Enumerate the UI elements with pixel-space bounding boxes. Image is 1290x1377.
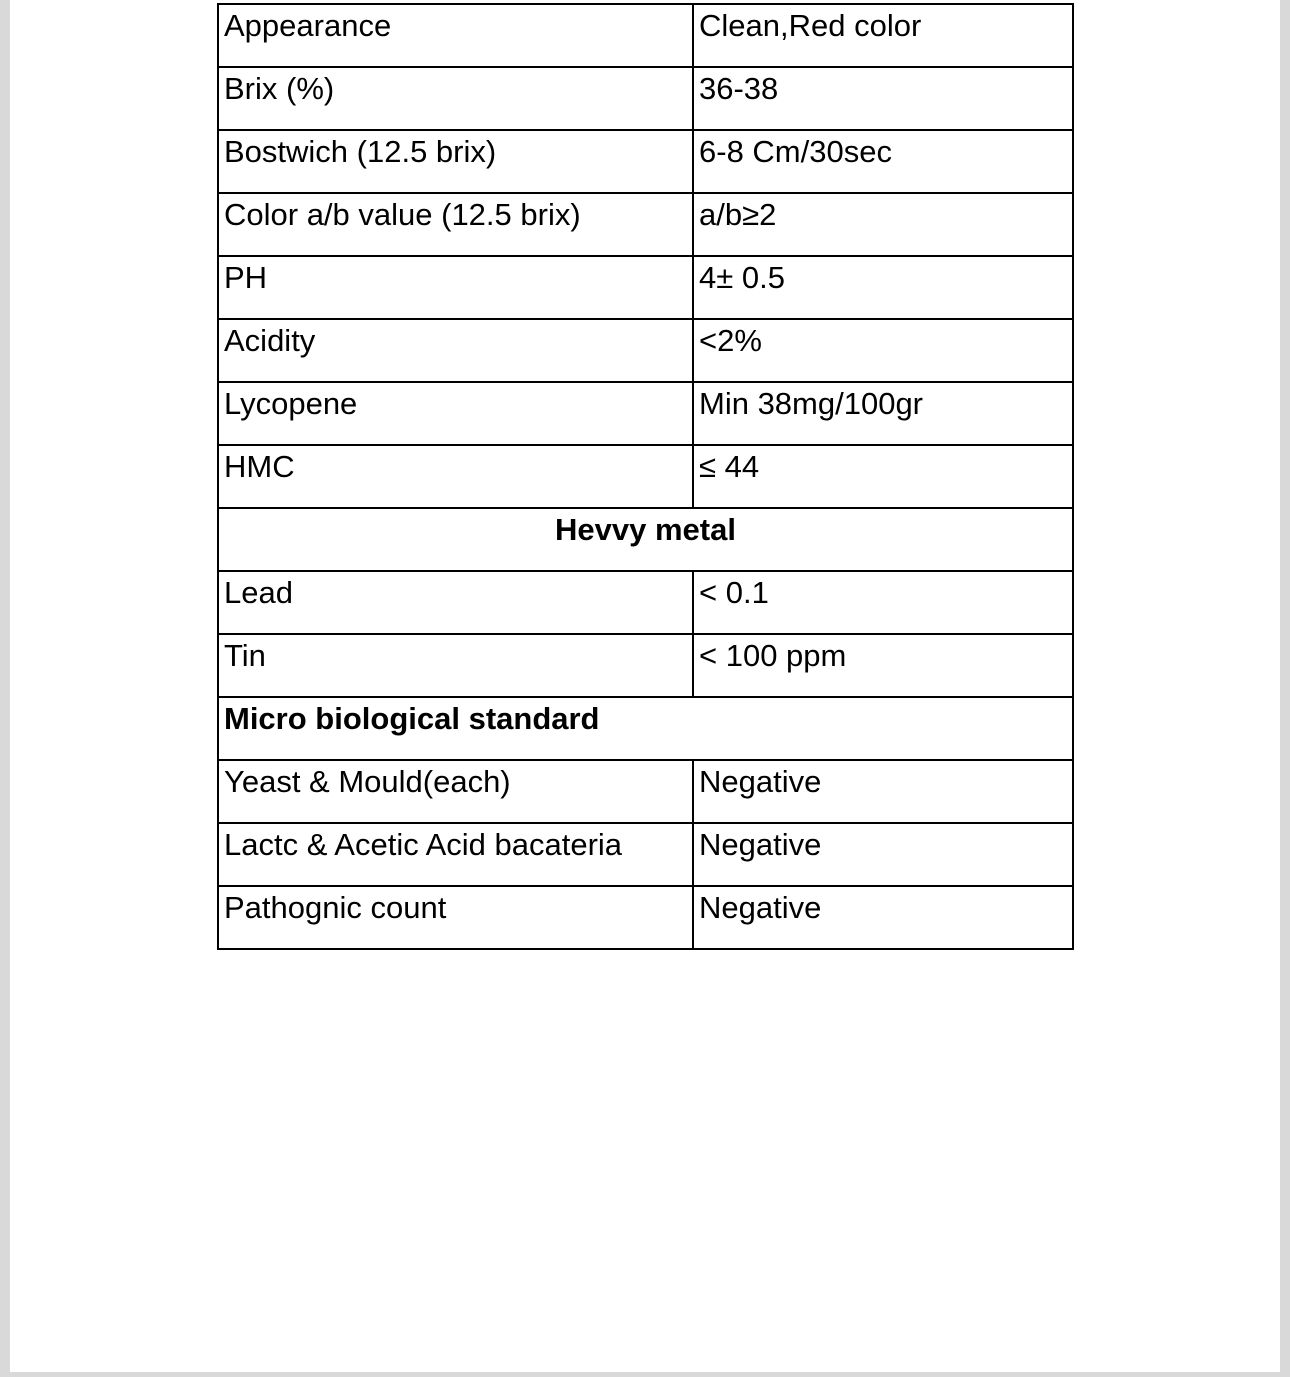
- value-cell: 4± 0.5: [693, 256, 1073, 319]
- value-cell: Negative: [693, 823, 1073, 886]
- value-cell: Min 38mg/100gr: [693, 382, 1073, 445]
- value-cell: < 100 ppm: [693, 634, 1073, 697]
- table-row: [218, 823, 1073, 886]
- value-cell: <2%: [693, 319, 1073, 382]
- specification-table: [217, 3, 1074, 950]
- section-row-heavy-metal: [218, 508, 1073, 571]
- table-row: [218, 256, 1073, 319]
- param-cell: Appearance: [218, 4, 693, 67]
- table-row: [218, 67, 1073, 130]
- param-cell: Bostwich (12.5 brix): [218, 130, 693, 193]
- section-heading-heavy-metal: Hevvy metal: [218, 508, 1073, 571]
- table-row: [218, 4, 1073, 67]
- param-cell: Acidity: [218, 319, 693, 382]
- param-cell: Color a/b value (12.5 brix): [218, 193, 693, 256]
- table-row: [218, 634, 1073, 697]
- table-row: [218, 760, 1073, 823]
- param-cell: Lead: [218, 571, 693, 634]
- param-cell: Brix (%): [218, 67, 693, 130]
- table-row: [218, 130, 1073, 193]
- param-cell: HMC: [218, 445, 693, 508]
- table-row: [218, 571, 1073, 634]
- param-cell: Lycopene: [218, 382, 693, 445]
- value-cell: a/b≥2: [693, 193, 1073, 256]
- document-page: [10, 0, 1280, 1372]
- param-cell: Lactc & Acetic Acid bacateria: [218, 823, 693, 886]
- value-cell: 36-38: [693, 67, 1073, 130]
- value-cell: Negative: [693, 886, 1073, 949]
- param-cell: Tin: [218, 634, 693, 697]
- value-cell: < 0.1: [693, 571, 1073, 634]
- table-row: [218, 445, 1073, 508]
- table-row: [218, 193, 1073, 256]
- table-row: [218, 886, 1073, 949]
- param-cell: Pathognic count: [218, 886, 693, 949]
- table-row: [218, 319, 1073, 382]
- param-cell: PH: [218, 256, 693, 319]
- table-row: [218, 382, 1073, 445]
- value-cell: Negative: [693, 760, 1073, 823]
- section-heading-micro: Micro biological standard: [218, 697, 1073, 760]
- section-row-micro: [218, 697, 1073, 760]
- value-cell: 6-8 Cm/30sec: [693, 130, 1073, 193]
- value-cell: ≤ 44: [693, 445, 1073, 508]
- param-cell: Yeast & Mould(each): [218, 760, 693, 823]
- value-cell: Clean,Red color: [693, 4, 1073, 67]
